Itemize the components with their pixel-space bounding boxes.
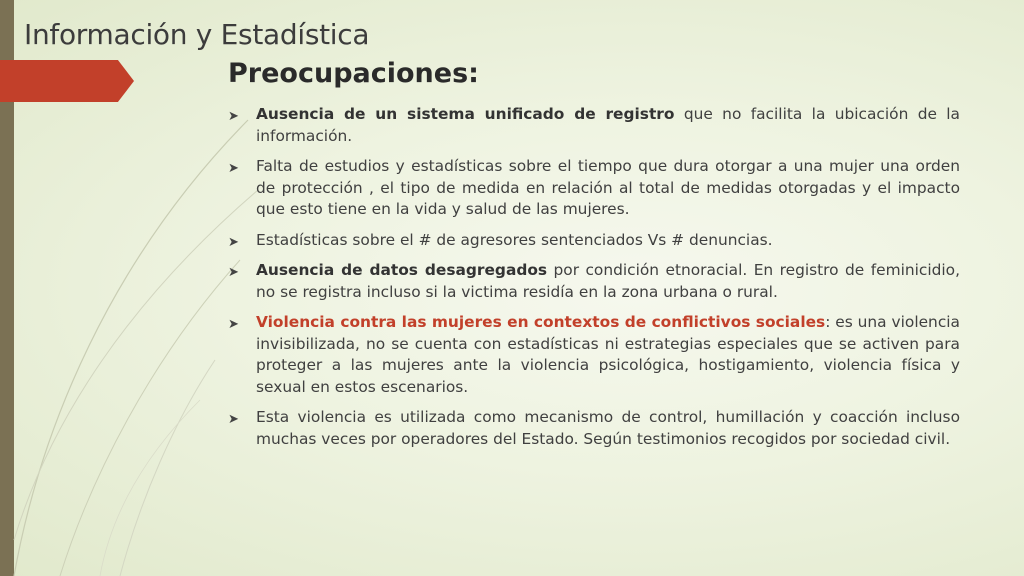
item-text: que no facilita la ubicación de la información. [256, 105, 960, 145]
title-ribbon [0, 60, 134, 102]
item-text: : es una violencia invisibilizada, no se cuenta con estadísticas ni estrategias especiales que se activen para proteger a las mujeres ante la violencia psicológica, hostigamiento, violencia física y sexual en estos escenarios. [256, 313, 960, 396]
list-item [228, 230, 960, 252]
arrow-right-icon: ➤ [228, 317, 239, 332]
bullet-list [228, 104, 960, 459]
list-item [228, 260, 960, 303]
list-item [228, 312, 960, 398]
arrow-right-icon: ➤ [228, 161, 239, 176]
list-item [228, 156, 960, 221]
list-item [228, 407, 960, 450]
item-text: Estadísticas sobre el # de agresores sentenciados Vs # denuncias. [256, 230, 773, 249]
item-lead: Ausencia de datos desagregados [256, 261, 548, 279]
item-text: Esta violencia es utilizada como mecanismo de control, humillación y coacción incluso muchas veces por operadores del Estado. Según testimonios recogidos por sociedad civil. [256, 408, 960, 448]
arrow-right-icon: ➤ [228, 412, 239, 427]
list-item [228, 104, 960, 147]
arrow-right-icon: ➤ [228, 234, 239, 250]
arrow-right-icon: ➤ [228, 265, 239, 280]
item-text: por condición etnoracial. En registro de feminicidio, no se registra incluso si la victima residía en la zona urbana o rural. [256, 261, 960, 301]
arrow-right-icon: ➤ [228, 109, 239, 124]
item-text: Falta de estudios y estadísticas sobre el tiempo que dura otorgar a una mujer una orden de protección , el tipo de medida en relación al total de medidas otorgadas y el impacto que esto tiene en la vida y salud de las mujeres. [256, 157, 960, 218]
item-lead: Ausencia de un sistema unificado de registro [256, 105, 675, 123]
slide-subtitle: Preocupaciones: [228, 58, 479, 89]
slide-title: Información y Estadística [24, 18, 370, 51]
item-lead-highlight: Violencia contra las mujeres en contextos de conflictivos sociales [256, 313, 826, 331]
